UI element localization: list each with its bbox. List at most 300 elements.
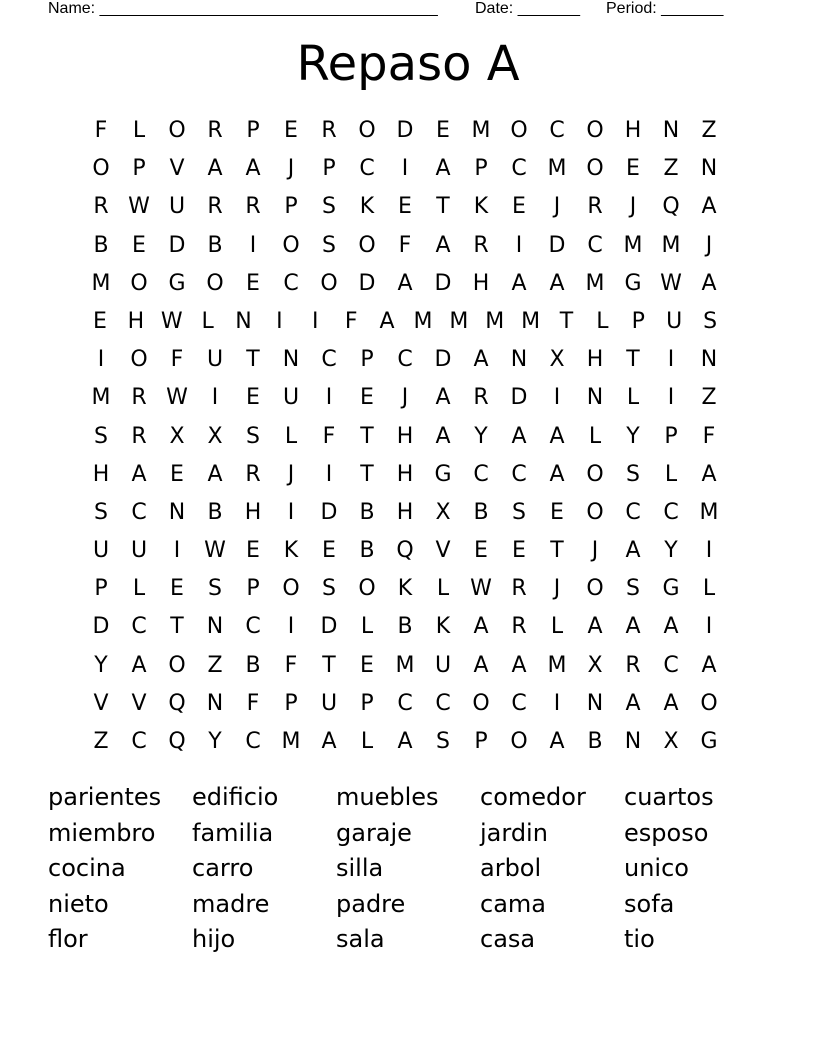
word-bank-item: garaje (336, 818, 412, 847)
grid-letter: V (169, 156, 185, 182)
grid-letter: Z (701, 118, 717, 143)
grid-letter: C (321, 347, 337, 373)
grid-letter: O (130, 270, 148, 296)
grid-letter: J (705, 232, 713, 258)
grid-letter: P (284, 194, 298, 220)
grid-letter: S (626, 461, 640, 487)
grid-letter: R (587, 194, 603, 220)
grid-letter: E (170, 461, 184, 487)
grid-letter: N (700, 347, 718, 373)
grid-letter: O (206, 270, 224, 296)
period-field: Period: _______ (606, 0, 724, 17)
grid-letter: D (396, 118, 414, 143)
grid-letter: C (435, 690, 451, 716)
grid-letter: C (245, 729, 261, 754)
grid-letter: J (553, 194, 561, 220)
grid-letter: O (130, 347, 148, 373)
grid-letter: R (131, 385, 147, 411)
grid-letter: I (667, 347, 675, 373)
grid-letter: D (434, 347, 452, 373)
date-field: Date: _______ (475, 0, 580, 17)
grid-letter: B (473, 499, 489, 525)
grid-letter: U (206, 347, 224, 373)
grid-letter: A (549, 729, 565, 754)
grid-letter: V (93, 690, 109, 716)
grid-letter: A (549, 461, 565, 487)
word-bank-item: madre (192, 889, 270, 918)
grid-letter: L (588, 423, 602, 449)
grid-letter: E (360, 385, 374, 411)
grid-row (82, 570, 728, 608)
grid-letter: A (397, 270, 413, 296)
grid-letter: Y (664, 538, 678, 564)
grid-row (82, 341, 728, 379)
grid-letter: A (701, 194, 717, 220)
grid-letter: O (510, 118, 528, 143)
grid-letter: R (625, 652, 641, 678)
grid-letter: G (434, 461, 452, 487)
grid-letter: M (661, 232, 681, 258)
grid-letter: R (511, 614, 527, 640)
grid-letter: O (510, 729, 528, 754)
grid-letter: P (246, 118, 260, 143)
grid-letter: I (401, 156, 409, 182)
grid-letter: I (287, 614, 295, 640)
grid-letter: T (246, 347, 260, 373)
grid-letter: W (160, 308, 183, 334)
grid-letter: I (553, 690, 561, 716)
grid-letter: Y (208, 729, 222, 754)
grid-letter: L (664, 461, 678, 487)
grid-letter: S (436, 729, 450, 754)
grid-letter: R (131, 423, 147, 449)
grid-letter: E (284, 118, 298, 143)
grid-letter: N (206, 614, 224, 640)
grid-letter: I (312, 308, 319, 334)
grid-letter: M (547, 156, 567, 182)
grid-letter: H (244, 499, 262, 525)
grid-letter: N (206, 690, 224, 716)
grid-letter: P (360, 347, 374, 373)
grid-letter: N (662, 118, 680, 143)
grid-letter: A (511, 423, 527, 449)
grid-letter: Q (168, 729, 186, 754)
grid-letter: A (473, 652, 489, 678)
grid-letter: I (705, 538, 713, 564)
grid-letter: K (359, 194, 375, 220)
grid-letter: X (435, 499, 451, 525)
word-bank-item: cocina (48, 854, 126, 882)
grid-row (82, 647, 728, 685)
grid-letter: K (397, 576, 413, 602)
grid-letter: P (284, 690, 298, 716)
grid-letter: D (320, 499, 338, 525)
grid-letter: X (549, 347, 565, 373)
grid-letter: C (245, 614, 261, 640)
grid-letter: L (360, 614, 374, 640)
grid-letter: O (92, 156, 110, 182)
grid-letter: I (667, 385, 675, 411)
grid-letter: T (550, 538, 564, 564)
grid-letter: I (173, 538, 181, 564)
grid-letter: M (449, 308, 469, 334)
grid-letter: K (473, 194, 489, 220)
grid-letter: L (360, 729, 374, 754)
grid-letter: A (625, 690, 641, 716)
grid-letter: N (586, 690, 604, 716)
grid-row (82, 112, 728, 150)
grid-letter: L (596, 308, 609, 334)
grid-letter: L (436, 576, 450, 602)
grid-letter: E (436, 118, 450, 143)
grid-letter: C (359, 156, 375, 182)
grid-letter: U (434, 652, 452, 678)
grid-letter: M (623, 232, 643, 258)
word-search-grid (82, 112, 728, 761)
grid-letter: T (626, 347, 640, 373)
grid-letter: Q (168, 690, 186, 716)
word-bank-item: flor (48, 925, 88, 953)
grid-row (82, 723, 728, 761)
grid-letter: L (132, 118, 146, 143)
grid-letter: D (358, 270, 376, 296)
grid-letter: A (701, 270, 717, 296)
grid-letter: J (629, 194, 637, 220)
grid-letter: D (510, 385, 528, 411)
grid-letter: B (397, 614, 413, 640)
grid-letter: M (413, 308, 433, 334)
page-title: Repaso A (296, 36, 520, 92)
grid-letter: D (320, 614, 338, 640)
grid-letter: S (322, 232, 336, 258)
grid-letter: J (553, 576, 561, 602)
grid-letter: I (276, 308, 283, 334)
grid-letter: I (211, 385, 219, 411)
grid-row (82, 265, 728, 303)
grid-letter: I (97, 347, 105, 373)
word-bank-item: casa (480, 925, 536, 953)
grid-letter: C (397, 690, 413, 716)
grid-letter: R (321, 118, 337, 143)
grid-letter: A (549, 423, 565, 449)
grid-letter: I (325, 385, 333, 411)
grid-letter: O (586, 499, 604, 525)
grid-letter: S (94, 423, 108, 449)
grid-letter: P (246, 576, 260, 602)
grid-letter: A (625, 538, 641, 564)
grid-letter: U (130, 538, 148, 564)
grid-letter: A (321, 729, 337, 754)
grid-letter: E (246, 385, 260, 411)
grid-letter: C (663, 652, 679, 678)
word-bank-item: padre (336, 889, 406, 918)
grid-letter: I (553, 385, 561, 411)
grid-letter: T (170, 614, 184, 640)
grid-letter: H (127, 308, 145, 334)
grid-letter: Q (396, 538, 414, 564)
grid-letter: A (435, 423, 451, 449)
grid-letter: W (470, 576, 492, 602)
grid-letter: T (559, 308, 574, 334)
grid-letter: I (515, 232, 523, 258)
grid-letter: A (701, 652, 717, 678)
grid-letter: O (358, 232, 376, 258)
grid-letter: L (702, 576, 716, 602)
grid-row (82, 227, 728, 265)
grid-letter: P (664, 423, 678, 449)
grid-letter: C (663, 499, 679, 525)
grid-letter: H (92, 461, 110, 487)
grid-letter: J (287, 156, 295, 182)
grid-letter: G (662, 576, 680, 602)
grid-letter: E (512, 194, 526, 220)
grid-letter: S (626, 576, 640, 602)
grid-letter: E (398, 194, 412, 220)
grid-letter: R (207, 194, 223, 220)
grid-letter: M (585, 270, 605, 296)
grid-letter: J (401, 385, 409, 411)
grid-letter: M (699, 499, 719, 525)
grid-letter: P (474, 156, 488, 182)
grid-letter: C (473, 461, 489, 487)
grid-letter: H (396, 499, 414, 525)
grid-letter: L (132, 576, 146, 602)
grid-letter: R (93, 194, 109, 220)
grid-letter: E (92, 308, 107, 334)
grid-letter: S (246, 423, 260, 449)
grid-letter: E (132, 232, 146, 258)
grid-letter: E (246, 270, 260, 296)
grid-letter: O (472, 690, 490, 716)
grid-letter: P (474, 729, 488, 754)
word-bank-item: parientes (48, 783, 162, 811)
grid-letter: E (550, 499, 564, 525)
grid-row (82, 685, 728, 723)
grid-letter: T (436, 194, 450, 220)
grid-letter: M (281, 729, 301, 754)
grid-letter: G (700, 729, 718, 754)
grid-letter: A (511, 270, 527, 296)
grid-letter: B (359, 499, 375, 525)
grid-letter: E (626, 156, 640, 182)
grid-letter: E (512, 538, 526, 564)
grid-letter: Q (662, 194, 680, 220)
grid-letter: M (471, 118, 491, 143)
grid-letter: O (282, 576, 300, 602)
grid-letter: F (322, 423, 336, 449)
grid-letter: L (626, 385, 640, 411)
grid-letter: V (131, 690, 147, 716)
grid-letter: C (131, 729, 147, 754)
grid-letter: O (586, 156, 604, 182)
grid-letter: R (473, 385, 489, 411)
grid-letter: R (473, 232, 489, 258)
word-bank-item: familia (192, 818, 274, 847)
grid-letter: O (586, 461, 604, 487)
grid-letter: U (320, 690, 338, 716)
grid-letter: J (287, 461, 295, 487)
grid-letter: A (131, 652, 147, 678)
word-bank-item: sofa (624, 889, 675, 918)
grid-letter: U (168, 194, 186, 220)
grid-letter: H (472, 270, 490, 296)
grid-letter: A (131, 461, 147, 487)
grid-letter: A (473, 347, 489, 373)
grid-letter: F (170, 347, 184, 373)
grid-letter: L (550, 614, 564, 640)
grid-letter: C (131, 614, 147, 640)
grid-letter: A (435, 385, 451, 411)
grid-row (82, 532, 728, 570)
grid-letter: I (325, 461, 333, 487)
grid-letter: E (474, 538, 488, 564)
grid-letter: A (663, 690, 679, 716)
grid-letter: W (128, 194, 150, 220)
word-bank-item: unico (624, 854, 689, 882)
grid-letter: E (170, 576, 184, 602)
grid-row (82, 379, 728, 417)
grid-letter: W (660, 270, 682, 296)
grid-letter: C (587, 232, 603, 258)
grid-letter: P (94, 576, 108, 602)
grid-letter: P (360, 690, 374, 716)
word-bank-item: sala (336, 925, 385, 953)
grid-letter: A (625, 614, 641, 640)
grid-letter: M (91, 270, 111, 296)
grid-letter: G (168, 270, 186, 296)
grid-letter: F (246, 690, 260, 716)
grid-letter: H (586, 347, 604, 373)
grid-letter: Y (474, 423, 488, 449)
grid-row (82, 608, 728, 646)
grid-letter: F (94, 118, 108, 143)
word-bank-item: hijo (192, 925, 236, 953)
grid-letter: H (396, 461, 414, 487)
grid-letter: A (511, 652, 527, 678)
grid-letter: Z (663, 156, 679, 182)
grid-letter: C (397, 347, 413, 373)
word-bank-item: edificio (192, 783, 279, 811)
grid-letter: N (510, 347, 528, 373)
grid-letter: Z (701, 385, 717, 411)
word-bank-item: silla (336, 854, 384, 882)
grid-letter: C (511, 156, 527, 182)
word-bank (48, 780, 768, 958)
word-bank-item: jardin (480, 818, 548, 847)
grid-letter: C (549, 118, 565, 143)
grid-letter: X (169, 423, 185, 449)
word-bank-item: miembro (48, 818, 156, 847)
grid-letter: B (587, 729, 603, 754)
grid-letter: W (166, 385, 188, 411)
grid-letter: O (358, 576, 376, 602)
grid-letter: C (511, 461, 527, 487)
grid-letter: A (207, 461, 223, 487)
grid-letter: X (587, 652, 603, 678)
grid-letter: L (284, 423, 298, 449)
grid-letter: S (703, 308, 718, 334)
grid-letter: P (631, 308, 645, 334)
grid-letter: N (235, 308, 252, 334)
grid-letter: N (624, 729, 642, 754)
grid-letter: O (168, 652, 186, 678)
word-bank-item: arbol (480, 854, 542, 882)
grid-letter: O (700, 690, 718, 716)
grid-row (82, 456, 728, 494)
grid-letter: R (245, 194, 261, 220)
grid-letter: R (207, 118, 223, 143)
grid-letter: I (705, 614, 713, 640)
grid-letter: D (168, 232, 186, 258)
grid-letter: U (282, 385, 300, 411)
word-bank-item: carro (192, 854, 254, 882)
grid-letter: B (207, 499, 223, 525)
grid-letter: A (379, 308, 395, 334)
grid-letter: T (322, 652, 336, 678)
grid-letter: C (131, 499, 147, 525)
grid-letter: C (625, 499, 641, 525)
grid-letter: W (204, 538, 226, 564)
grid-row (82, 494, 728, 532)
name-field: Name: ______________________________________ (48, 0, 438, 17)
grid-letter: L (201, 308, 214, 334)
grid-letter: H (624, 118, 642, 143)
grid-letter: A (701, 461, 717, 487)
grid-letter: M (521, 308, 541, 334)
grid-letter: A (663, 614, 679, 640)
grid-letter: S (208, 576, 222, 602)
grid-letter: B (245, 652, 261, 678)
grid-letter: U (666, 308, 683, 334)
grid-row (82, 418, 728, 456)
grid-letter: Z (93, 729, 109, 754)
grid-row (82, 303, 728, 341)
grid-row (82, 188, 728, 226)
word-bank-item: comedor (480, 783, 586, 811)
grid-row (82, 150, 728, 188)
grid-letter: I (287, 499, 295, 525)
grid-letter: N (700, 156, 718, 182)
grid-letter: C (511, 690, 527, 716)
grid-letter: F (702, 423, 716, 449)
grid-letter: N (168, 499, 186, 525)
word-bank-item: muebles (336, 783, 439, 811)
grid-letter: K (283, 538, 299, 564)
grid-letter: D (92, 614, 110, 640)
grid-letter: M (395, 652, 415, 678)
grid-letter: Y (626, 423, 640, 449)
word-bank-item: cuartos (624, 783, 714, 811)
grid-letter: T (360, 423, 374, 449)
word-bank-item: esposo (624, 818, 709, 847)
grid-letter: O (320, 270, 338, 296)
grid-letter: V (435, 538, 451, 564)
grid-letter: H (396, 423, 414, 449)
grid-letter: R (245, 461, 261, 487)
grid-letter: G (624, 270, 642, 296)
grid-letter: D (434, 270, 452, 296)
word-bank-item: tio (624, 925, 655, 953)
grid-letter: E (246, 538, 260, 564)
grid-letter: F (344, 308, 358, 334)
grid-letter: A (435, 156, 451, 182)
grid-letter: X (207, 423, 223, 449)
grid-letter: M (91, 385, 111, 411)
grid-letter: O (586, 118, 604, 143)
grid-letter: O (282, 232, 300, 258)
grid-letter: A (549, 270, 565, 296)
grid-letter: I (249, 232, 257, 258)
